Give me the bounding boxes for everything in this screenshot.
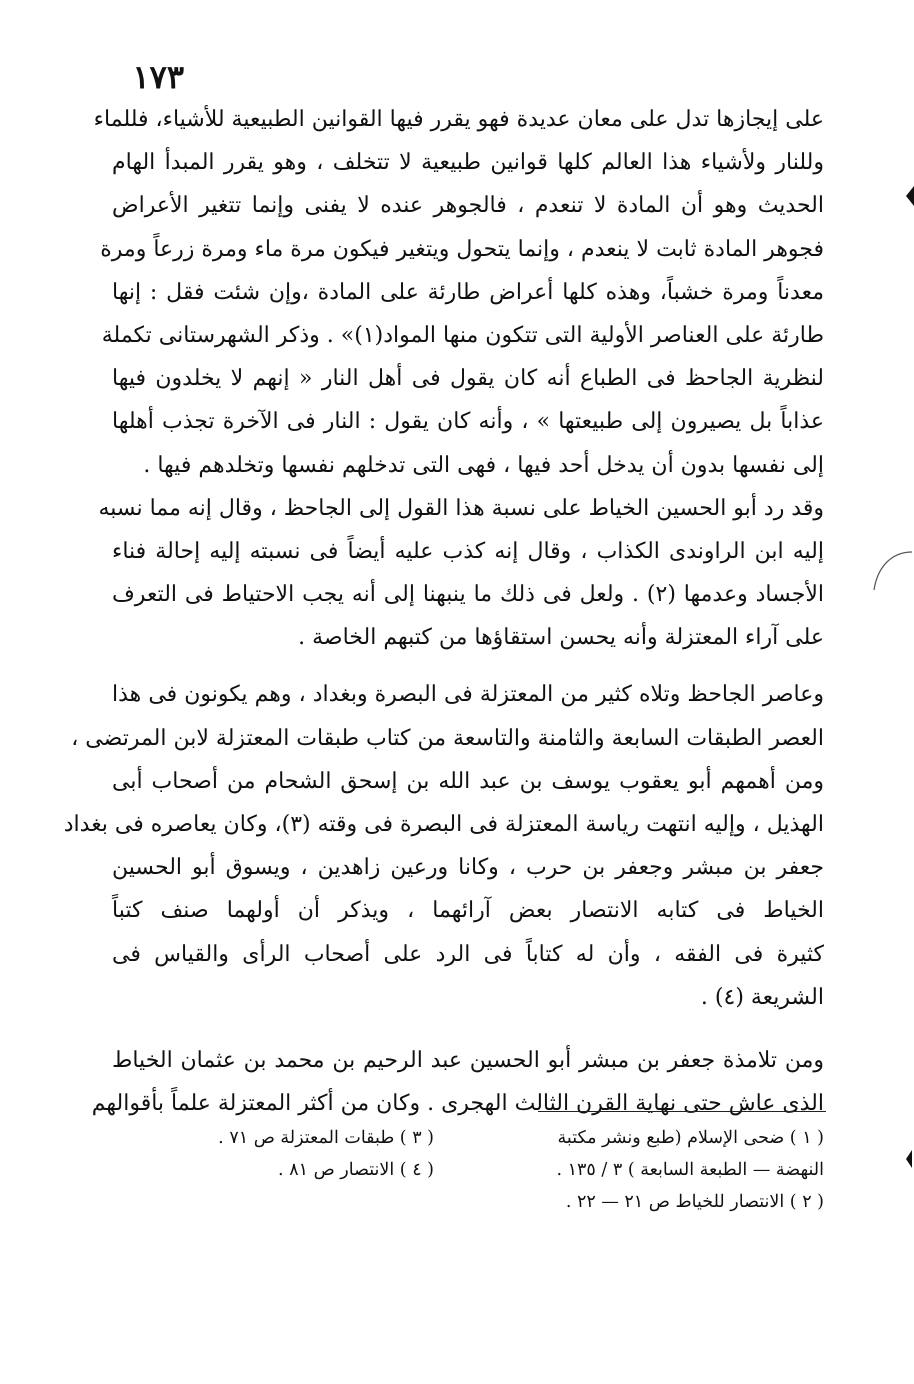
- text-line: العصر الطبقات السابعة والثامنة والتاسعة من كتاب طبقات المعتزلة لابن المرتضى ،: [71, 725, 824, 751]
- footnote-1: ( ١ ) ضحى الإسلام (طبع ونشر مكتبة: [557, 1128, 824, 1148]
- scan-edge-mark: [872, 550, 914, 594]
- text-line: الخياط فى كتابه الانتصار بعض آرائهما ، ويذكر أن أولهما صنف كتباً: [112, 898, 824, 924]
- text-line: الشريعة (٤) .: [700, 984, 824, 1010]
- paragraph-spacer: [112, 659, 824, 673]
- text-line: الحديث وهو أن المادة لا تنعدم ، فالجوهر عنده لا يفنى وإنما تتغير الأعراض: [112, 193, 824, 219]
- text-line: الذى عاش حتى نهاية القرن الثالث الهجرى . وكان من أكثر المعتزلة علماً بأقوالهم: [91, 1091, 824, 1117]
- footnotes: [112, 1122, 824, 1218]
- text-line: معدناً ومرة خشباً، وهذه كلها أعراض طارئة على المادة ،وإن شئت فقل : إنها: [112, 279, 824, 305]
- paragraph-3: [91, 1039, 824, 1125]
- text-line: الأجساد وعدمها (٢) . ولعل فى ذلك ما ينبهنا إلى أنه يجب الاحتياط فى التعرف: [112, 582, 824, 608]
- text-line: وعاصر الجاحظ وتلاه كثير من المعتزلة فى البصرة وبغداد ، وهم يكونون فى هذا: [112, 682, 824, 708]
- page-number: ١٧٣: [132, 58, 184, 96]
- text-line: الهذيل ، وإليه انتهت رياسة المعتزلة فى البصرة فى وقته (٣)، وكان يعاصره فى بغداد: [63, 812, 824, 837]
- paragraph-1: [93, 98, 824, 659]
- body-text: [63, 98, 824, 1125]
- footnote-row: [112, 1122, 824, 1154]
- footnote-2: ( ٢ ) الانتصار للخياط ص ٢١ — ٢٢ .: [565, 1192, 824, 1212]
- text-line: على إيجازها تدل على معان عديدة فهو يقرر فيها القوانين الطبيعية للأشياء، فللماء: [93, 107, 824, 132]
- paragraph-spacer: [112, 1019, 824, 1039]
- text-line: على آراء المعتزلة وأنه يحسن استقاؤها من كتبهم الخاصة .: [298, 625, 824, 651]
- text-line: إليه ابن الراوندى الكذاب ، وقال إنه كذب عليه أيضاً فى نسبته إليه إحالة فناء: [112, 538, 824, 564]
- footnote-separator: [538, 1111, 826, 1112]
- text-line: إلى نفسها بدون أن يدخل أحد فيها ، فهى التى تدخلهم نفسها وتخلدهم فيها .: [143, 452, 824, 478]
- footnote-row: [112, 1186, 824, 1218]
- text-line: ومن تلامذة جعفر بن مبشر أبو الحسين عبد الرحيم بن محمد بن عثمان الخياط: [112, 1047, 824, 1073]
- paragraph-2: [63, 673, 824, 1019]
- margin-pointer-icon: [906, 186, 914, 206]
- text-line: وقد رد أبو الحسين الخياط على نسبة هذا القول إلى الجاحظ ، وقال إنه مما نسبه: [98, 495, 824, 521]
- text-line: لنظرية الجاحظ فى الطباع أنه كان يقول فى أهل النار « إنهم لا يخلدون فيها: [112, 366, 824, 392]
- text-line: ومن أهمهم أبو يعقوب يوسف بن عبد الله بن إسحق الشحام من أصحاب أبى: [112, 768, 824, 794]
- footnote-4: ( ٤ ) الانتصار ص ٨١ .: [278, 1160, 434, 1180]
- text-line: وللنار ولأشياء هذا العالم كلها قوانين طبيعية لا تتخلف ، وهو يقرر المبدأ الهام: [112, 150, 824, 176]
- footnote-1-continued: النهضة — الطبعة السابعة ) ٣ / ١٣٥ .: [556, 1160, 824, 1180]
- text-line: كثيرة فى الفقه ، وأن له كتاباً فى الرد على أصحاب الرأى والقياس فى: [112, 941, 824, 967]
- footnote-row: [112, 1154, 824, 1186]
- text-line: فجوهر المادة ثابت لا ينعدم ، وإنما يتحول ويتغير فيكون مرة ماء ومرة زرعاً ومرة: [100, 236, 824, 262]
- text-line: عذاباً بل يصيرون إلى طبيعتها » ، وأنه كان يقول : النار فى الآخرة تجذب أهلها: [112, 409, 824, 435]
- text-line: جعفر بن مبشر وجعفر بن حرب ، وكانا ورعين زاهدين ، ويسوق أبو الحسين: [112, 855, 824, 881]
- text-line: طارئة على العناصر الأولية التى تتكون منها المواد(١)» . وذكر الشهرستانى تكملة: [101, 322, 824, 348]
- margin-pointer-icon: [906, 1150, 912, 1168]
- footnote-3: ( ٣ ) طبقات المعتزلة ص ٧١ .: [218, 1128, 434, 1148]
